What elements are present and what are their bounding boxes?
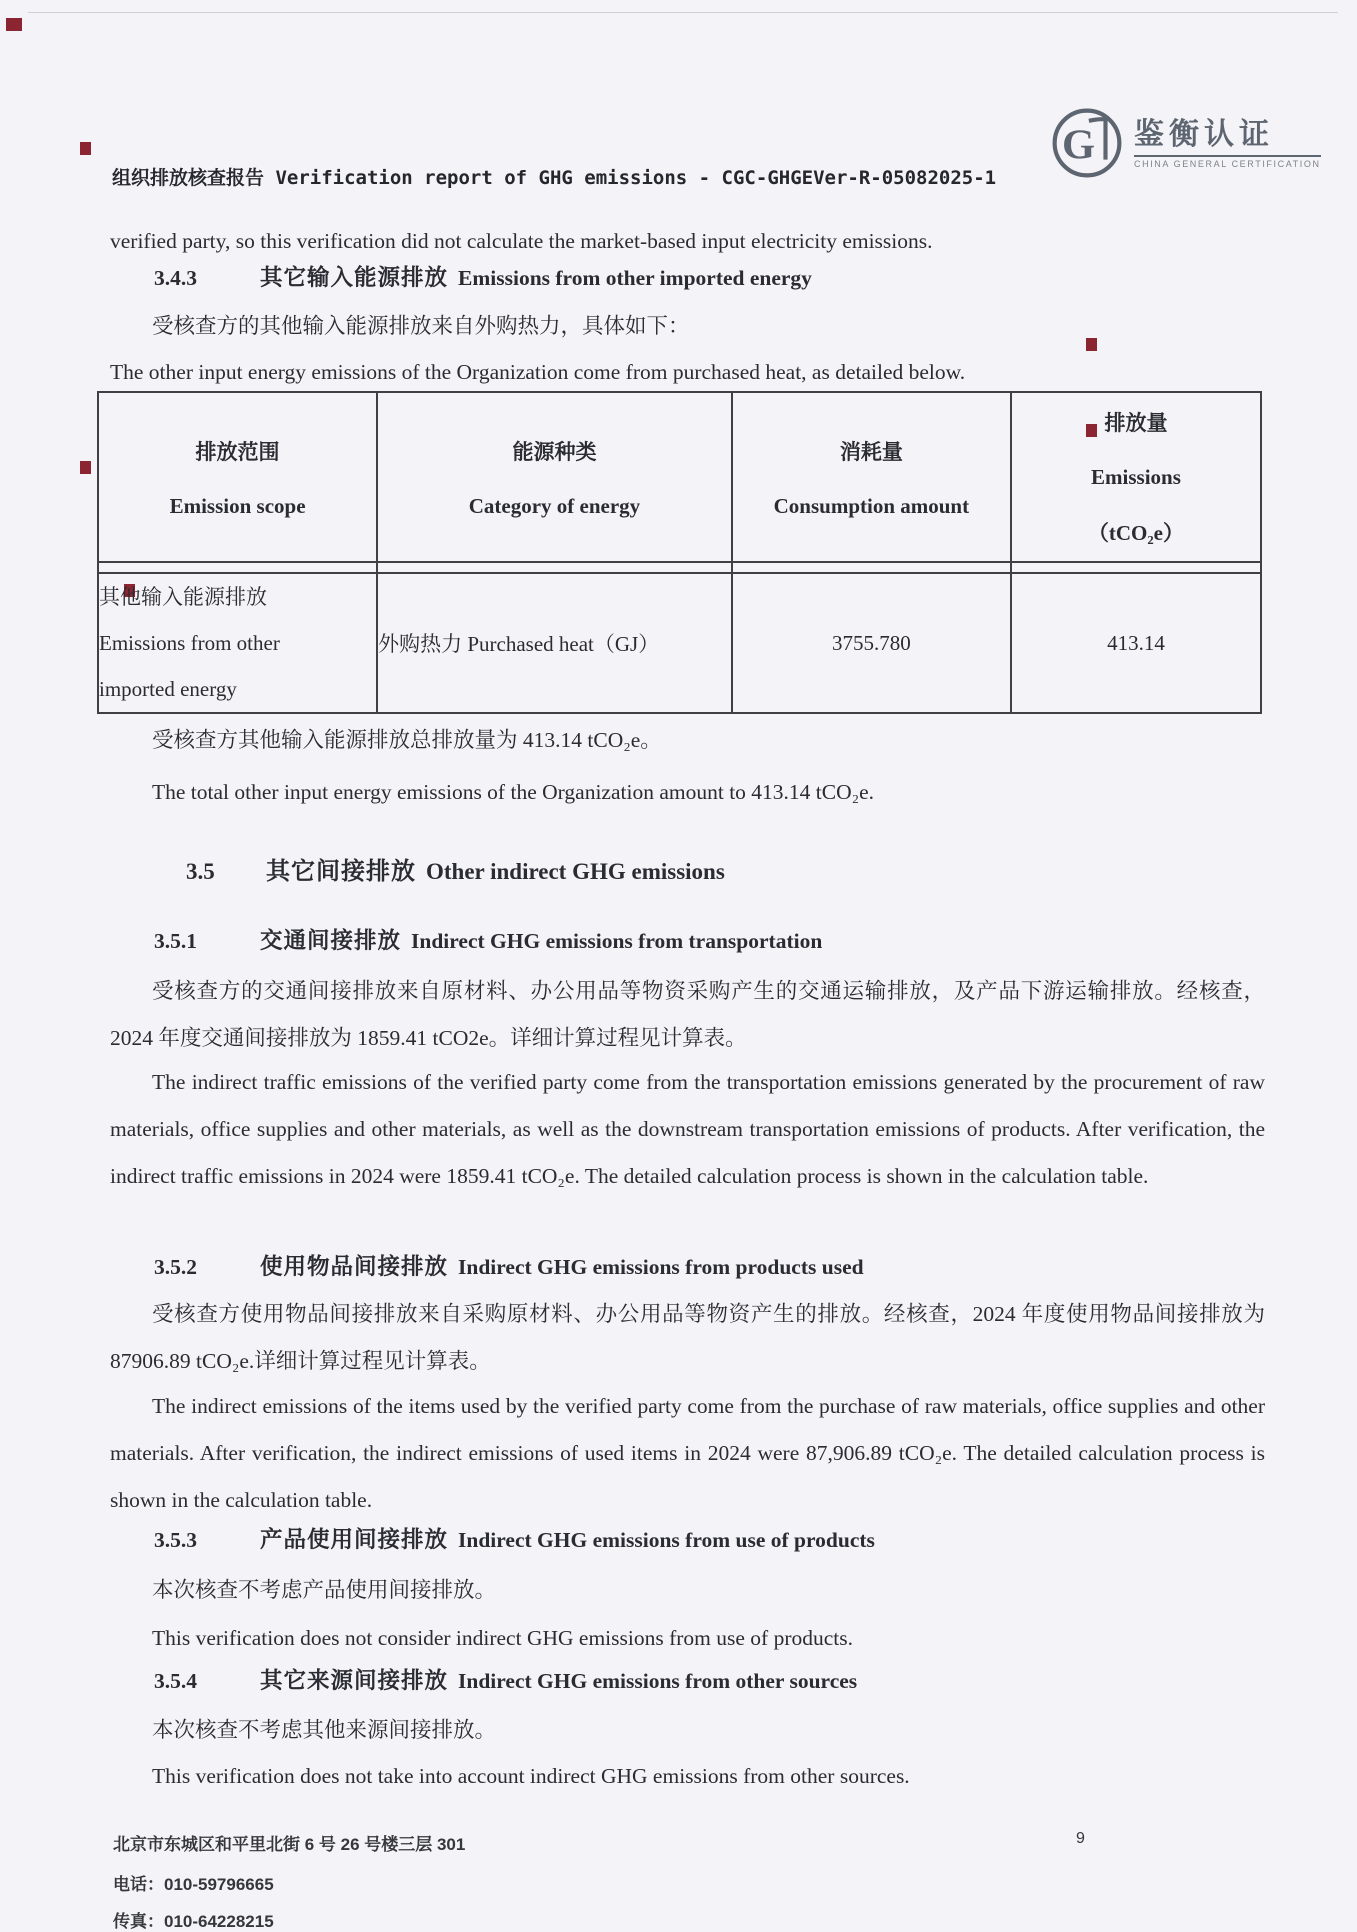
header-category-en: Category of energy — [468, 493, 641, 518]
header-cell-emissions — [1011, 392, 1261, 562]
page-number: 9 — [1076, 1830, 1085, 1847]
section-number: 3.5.1 — [154, 929, 197, 953]
intro-paragraph: verified party, so this verification did not calculate the market-based input electricity emissions. — [110, 229, 933, 253]
document-header-title: 组织排放核查报告 Verification report of GHG emissions - CGC-GHGEVer-R-05082025-1 — [112, 167, 997, 189]
section-title-en: Emissions from other imported energy — [458, 266, 812, 290]
paragraph-352-en: The indirect emissions of the items used by the verified party come from the purchase of raw materials, office supplies and other materials. After verification, the indirect emissions of used items in 2024 were 87,906.89 tCO₂e. The detailed calculation process is shown in the calculation table. — [110, 1394, 1265, 1512]
header-emissions-unit: （tCO₂e） — [1087, 521, 1185, 545]
paragraph-352-cn: 受核查方使用物品间接排放来自采购原材料、办公用品等物资产生的排放。经核查，2024 年度使用物品间接排放为 87906.89 tCO₂e.详细计算过程见计算表。 — [110, 1302, 1265, 1373]
cell-emissions: 413.14 — [1011, 573, 1261, 713]
header-cell-category — [377, 392, 732, 562]
section-number: 3.5.3 — [154, 1528, 197, 1552]
cell-consumption: 3755.780 — [732, 573, 1011, 713]
scope-line-cn: 其他输入能源排放 — [99, 585, 267, 609]
emissions-table — [97, 391, 1262, 714]
section-title-cn: 产品使用间接排放 — [260, 1527, 449, 1552]
paragraph-354-en: This verification does not take into account indirect GHG emissions from other sources. — [152, 1764, 910, 1788]
table-header-row — [98, 392, 1261, 562]
header-consumption-en: Consumption amount — [773, 493, 970, 518]
paragraph-351-cn: 受核查方的交通间接排放来自原材料、办公用品等物资采购产生的交通运输排放，及产品下游运输排放。经核查，2024 年度交通间接排放为 1859.41 tCO2e。详细计算过程见计算表。 — [110, 979, 1265, 1050]
section-title-en: Indirect GHG emissions from transportation — [411, 929, 823, 953]
footer-phone: 电话：010-59796665 — [113, 1875, 274, 1894]
logo-name: 鉴衡认证 — [1134, 118, 1274, 151]
section-title-cn: 其它输入能源排放 — [260, 265, 449, 290]
section-title-cn: 使用物品间接排放 — [260, 1254, 449, 1279]
company-logo — [1050, 106, 1321, 180]
paragraph-351-en: The indirect traffic emissions of the verified party come from the transportation emissions generated by the procurement of raw materials, office supplies and other materials, as well as the downstream transportation emissions of products. After verification, the indirect traffic emissions in 2024 were 1859.41 tCO₂e. The detailed calculation process is shown in the calculation table. — [110, 1070, 1265, 1188]
cgc-logo-icon — [1050, 106, 1124, 180]
cell-category: 外购热力 Purchased heat（GJ） — [377, 573, 732, 713]
section-number: 3.5.4 — [154, 1669, 197, 1693]
header-scope-en: Emission scope — [169, 493, 306, 518]
section-title-cn: 其它来源间接排放 — [260, 1668, 449, 1693]
logo-tagline: CHINA GENERAL CERTIFICATION — [1134, 155, 1321, 169]
logo-text — [1134, 117, 1321, 169]
cell-scope — [98, 573, 377, 713]
paragraph-353-en: This verification does not consider indirect GHG emissions from use of products. — [152, 1626, 853, 1650]
paragraph-343-en: The other input energy emissions of the Organization come from purchased heat, as detailed below. — [110, 360, 966, 384]
heading-3-5-4 — [110, 1663, 1265, 1695]
header-emissions-cn: 排放量 — [1104, 411, 1168, 435]
red-scan-mark — [6, 18, 22, 31]
section-title-en: Indirect GHG emissions from other sources — [458, 1669, 858, 1693]
section-title-cn: 其它间接排放 — [266, 858, 416, 885]
section-number: 3.4.3 — [154, 266, 197, 290]
paragraph-353-cn: 本次核查不考虑产品使用间接排放。 — [152, 1578, 497, 1602]
scope-line-en2: imported energy — [99, 677, 237, 701]
paragraph-354-cn: 本次核查不考虑其他来源间接排放。 — [152, 1718, 497, 1742]
header-cell-scope — [98, 392, 377, 562]
section-title-en: Indirect GHG emissions from use of products — [458, 1528, 875, 1552]
header-cell-consumption — [732, 392, 1011, 562]
scan-edge-line — [28, 12, 1338, 13]
footer-address: 北京市东城区和平里北街 6 号 26 号楼三层 301 — [113, 1835, 466, 1854]
section-title-cn: 交通间接排放 — [260, 928, 402, 953]
section-number: 3.5.2 — [154, 1255, 197, 1279]
heading-3-5-1 — [110, 923, 1265, 955]
summary-343-cn: 受核查方其他输入能源排放总排放量为 413.14 tCO₂e。 — [152, 728, 662, 752]
header-scope-cn: 排放范围 — [195, 439, 280, 464]
heading-3-4-3 — [110, 260, 1265, 292]
table-divider-row — [98, 562, 1261, 573]
heading-3-5-3 — [110, 1522, 1265, 1554]
footer-fax: 传真：010-64228215 — [113, 1912, 274, 1931]
summary-343-en: The total other input energy emissions of the Organization amount to 413.14 tCO₂e. — [152, 780, 875, 804]
heading-3-5 — [110, 851, 1265, 886]
red-scan-mark — [80, 142, 91, 155]
header-consumption-cn: 消耗量 — [839, 439, 903, 464]
table-data-row — [98, 573, 1261, 713]
scope-line-en1: Emissions from other — [99, 631, 280, 655]
section-number: 3.5 — [186, 859, 215, 884]
section-title-en: Other indirect GHG emissions — [426, 859, 725, 884]
red-scan-mark — [80, 461, 91, 474]
svg-text:G: G — [1062, 121, 1096, 169]
section-title-en: Indirect GHG emissions from products used — [458, 1255, 864, 1279]
heading-3-5-2 — [110, 1249, 1265, 1281]
header-emissions-en: Emissions — [1091, 464, 1181, 489]
header-category-cn: 能源种类 — [512, 439, 597, 464]
paragraph-343-cn: 受核查方的其他输入能源排放来自外购热力，具体如下： — [152, 314, 690, 338]
